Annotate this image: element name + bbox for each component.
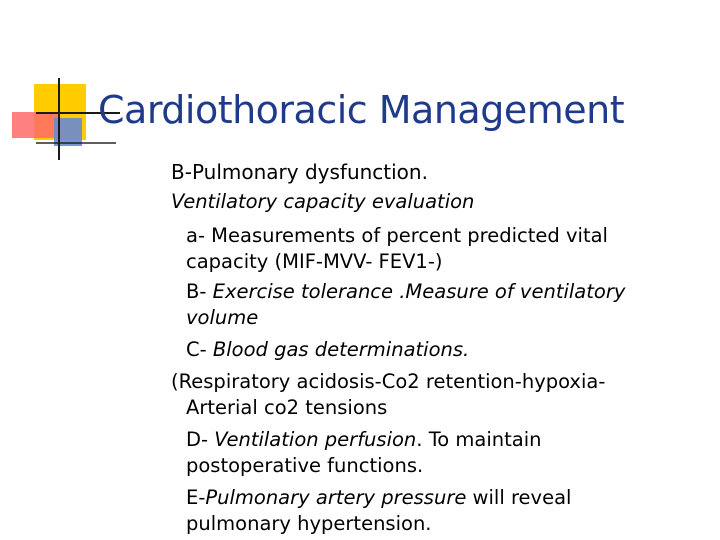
body-line — [186, 306, 258, 330]
text-run: B-Pulmonary dysfunction. — [171, 160, 428, 184]
body-line — [171, 370, 605, 394]
body-line — [186, 280, 625, 304]
body-line — [186, 428, 542, 452]
text-run: C- — [186, 338, 213, 361]
logo-red-bar — [12, 112, 58, 138]
logo-vertical-line — [58, 78, 60, 160]
italic-text-run: Pulmonary artery pressure — [205, 486, 467, 509]
text-run: a- Measurements of percent predicted vital — [186, 224, 608, 247]
text-run: (Respiratory acidosis-Co2 retention-hypoxia- — [171, 370, 606, 393]
body-line — [186, 396, 387, 420]
text-run: B- — [186, 280, 213, 303]
body-line — [186, 338, 469, 362]
body-line — [171, 190, 474, 214]
body-line — [171, 160, 428, 184]
body-line — [186, 224, 608, 248]
slide-title: Cardiothoracic Management — [98, 88, 625, 132]
text-run: Arterial co2 tensions — [186, 396, 388, 419]
body-line — [186, 250, 442, 274]
text-run: postoperative functions. — [186, 454, 424, 477]
body-line — [186, 512, 432, 536]
italic-text-run: Ventilation perfusion — [214, 428, 417, 451]
text-run: . To maintain — [416, 428, 542, 451]
text-run: pulmonary hypertension. — [186, 512, 432, 535]
logo-horizontal-line-lower — [36, 142, 116, 144]
text-run: D- — [186, 428, 215, 451]
text-run: will reveal — [466, 486, 572, 509]
text-run: E- — [186, 486, 206, 509]
body-line — [186, 454, 423, 478]
italic-text-run: Blood gas determinations. — [212, 338, 470, 361]
italic-text-run: Ventilatory capacity evaluation — [171, 190, 475, 213]
italic-text-run: volume — [186, 306, 259, 329]
text-run: capacity (MIF-MVV- FEV1-) — [186, 250, 443, 273]
body-line — [186, 486, 571, 510]
italic-text-run: Exercise tolerance .Measure of ventilatory — [212, 280, 626, 303]
